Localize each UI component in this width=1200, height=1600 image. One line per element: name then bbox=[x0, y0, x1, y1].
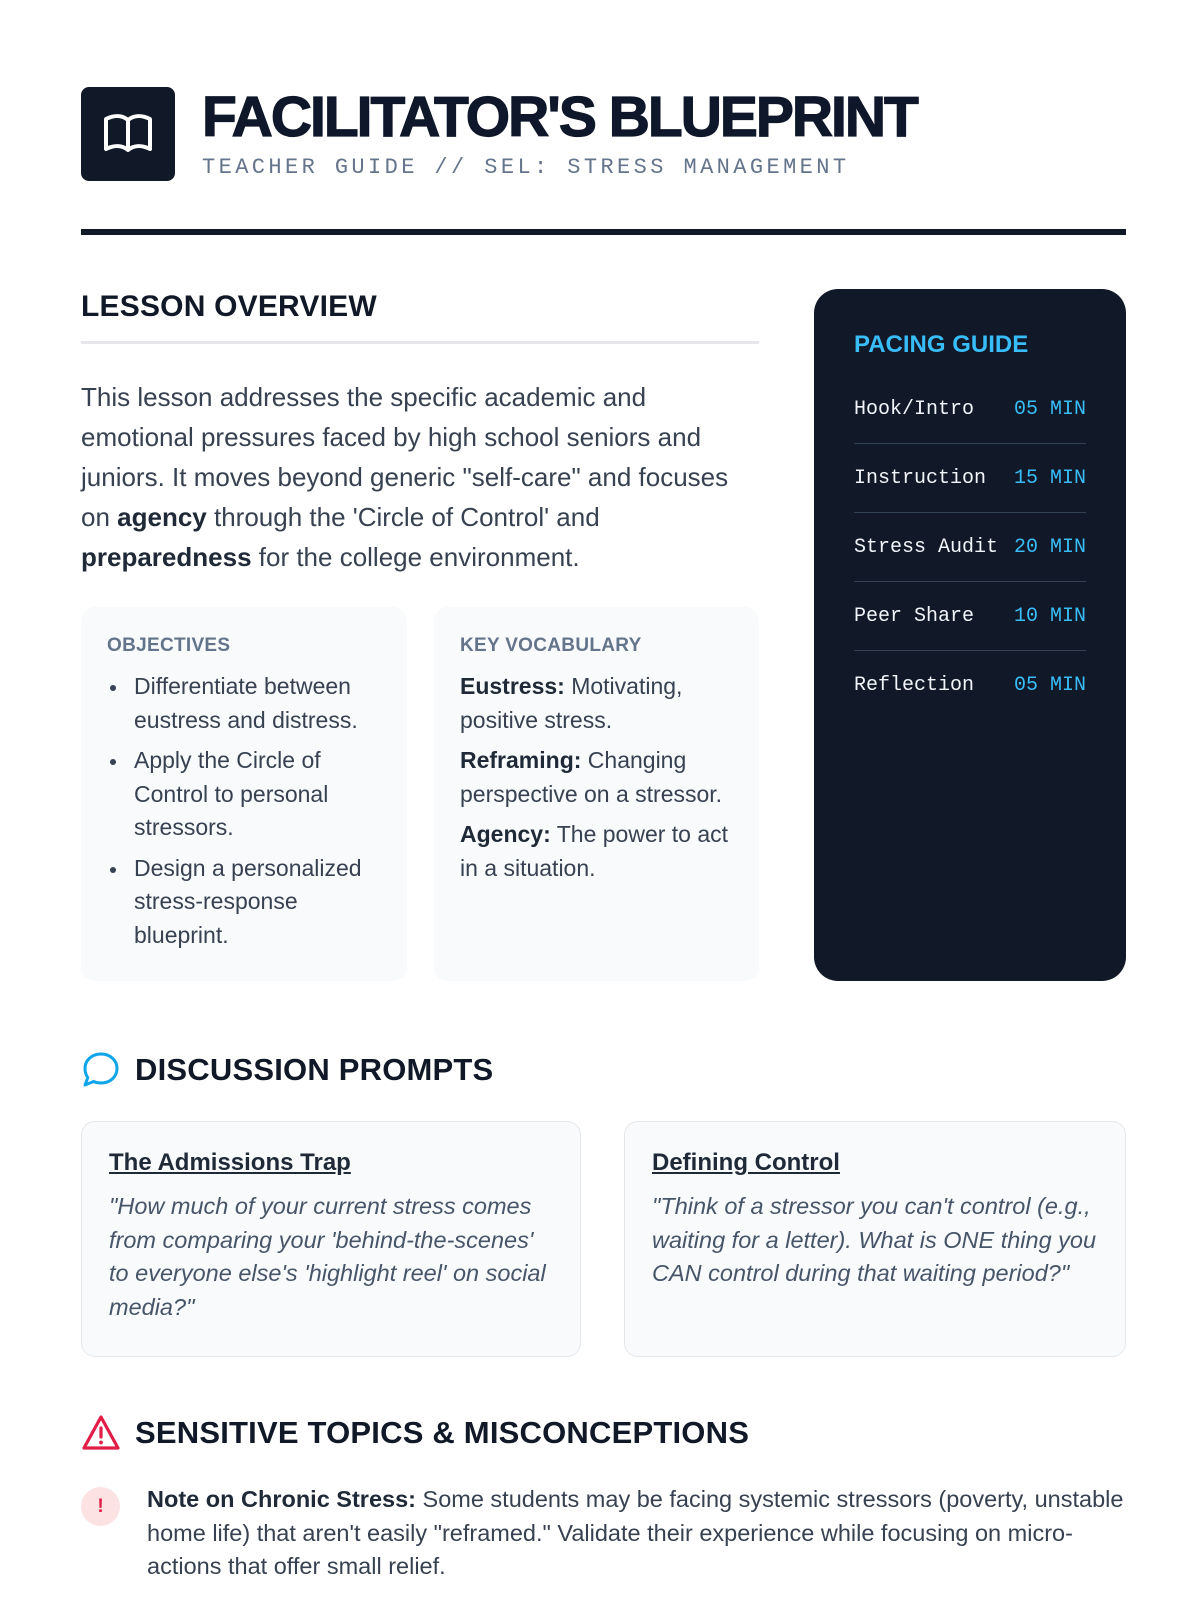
sensitive-topics-header bbox=[81, 1413, 749, 1453]
chronic-stress-note bbox=[81, 1483, 1126, 1584]
lesson-overview-text bbox=[81, 377, 759, 577]
pacing-row bbox=[854, 651, 1086, 720]
objective-item: Differentiate between eustress and distress. bbox=[107, 670, 381, 737]
document-subtitle: TEACHER GUIDE // SEL: STRESS MANAGEMENT bbox=[202, 155, 850, 180]
pacing-activity: Stress Audit bbox=[854, 535, 999, 559]
prompt-card bbox=[624, 1121, 1126, 1357]
overview-cards bbox=[81, 607, 759, 981]
vocabulary-card bbox=[434, 607, 759, 981]
lesson-overview-section bbox=[81, 288, 759, 577]
pacing-time: 10 MIN bbox=[1013, 604, 1086, 628]
logo-badge bbox=[81, 87, 175, 181]
vocab-definition: The power to act in a situation. bbox=[460, 821, 729, 881]
note-text bbox=[147, 1483, 1126, 1584]
pacing-time: 05 MIN bbox=[1013, 397, 1086, 421]
warning-triangle-icon bbox=[81, 1413, 121, 1453]
vocab-term: Reframing: bbox=[460, 747, 582, 773]
document-title: FACILITATOR'S BLUEPRINT bbox=[202, 85, 917, 149]
overview-divider bbox=[81, 341, 759, 344]
pacing-time: 15 MIN bbox=[1013, 466, 1086, 490]
document-header bbox=[81, 87, 1126, 182]
pacing-row bbox=[854, 513, 1086, 582]
prompt-text: "Think of a stressor you can't control (e.g., waiting for a letter). What is ONE thing you CAN control during that waiting period?" bbox=[652, 1193, 1097, 1286]
sensitive-topics-title: SENSITIVE TOPICS & MISCONCEPTIONS bbox=[135, 1415, 750, 1450]
pacing-row bbox=[854, 444, 1086, 513]
vocab-definition: Changing perspective on a stressor. bbox=[460, 747, 723, 807]
vocab-item bbox=[460, 744, 733, 811]
overview-text-part: through the 'Circle of Control' and bbox=[206, 502, 600, 532]
vocabulary-heading: KEY VOCABULARY bbox=[460, 635, 642, 656]
vocab-term: Eustress: bbox=[460, 673, 565, 699]
prompt-title: Defining Control bbox=[652, 1149, 840, 1176]
objective-item: Design a personalized stress-response blueprint. bbox=[107, 852, 381, 953]
objective-item: Apply the Circle of Control to personal stressors. bbox=[107, 744, 381, 845]
objectives-card bbox=[81, 607, 407, 981]
pacing-activity: Reflection bbox=[854, 674, 975, 697]
vocab-term: Agency: bbox=[460, 821, 551, 847]
overview-text-part: This lesson addresses the specific academic and emotional pressures faced by high school seniors and juniors. It moves beyond generic "self-care" and focuses on bbox=[81, 382, 729, 532]
vocab-item bbox=[460, 670, 733, 737]
pacing-row bbox=[854, 375, 1086, 444]
vocab-item bbox=[460, 818, 733, 885]
overview-text-part: for the college environment. bbox=[251, 542, 580, 572]
chat-bubble-icon bbox=[81, 1050, 121, 1090]
pacing-activity: Hook/Intro bbox=[854, 397, 975, 421]
overview-bold-preparedness: preparedness bbox=[81, 542, 252, 572]
pacing-time: 05 MIN bbox=[1013, 674, 1086, 697]
note-label: Note on Chronic Stress: bbox=[147, 1486, 416, 1512]
teacher-guide-page bbox=[81, 0, 1126, 1600]
note-body: Some students may be facing systemic stressors (poverty, unstable home life) that aren't easily "reframed." Validate their experience while focusing on micro-actions that offer small relief. bbox=[147, 1486, 1124, 1579]
pacing-activity: Peer Share bbox=[854, 604, 975, 628]
vocab-definition: Motivating, positive stress. bbox=[460, 673, 683, 733]
pacing-time: 20 MIN bbox=[1013, 535, 1086, 559]
prompt-card bbox=[81, 1121, 581, 1357]
discussion-prompts-header bbox=[81, 1050, 493, 1090]
pacing-guide-title: PACING GUIDE bbox=[854, 331, 1029, 358]
open-book-icon bbox=[102, 111, 154, 157]
objectives-list bbox=[107, 670, 381, 952]
prompt-title: The Admissions Trap bbox=[109, 1149, 351, 1176]
pacing-guide-panel bbox=[814, 289, 1126, 981]
discussion-prompts-title: DISCUSSION PROMPTS bbox=[135, 1052, 494, 1087]
pacing-activity: Instruction bbox=[854, 466, 987, 490]
overview-bold-agency: agency bbox=[117, 502, 207, 532]
exclamation-badge: ! bbox=[81, 1487, 120, 1526]
lesson-overview-title: LESSON OVERVIEW bbox=[81, 290, 377, 323]
prompt-text: "How much of your current stress comes from comparing your 'behind-the-scenes' to everyone else's 'highlight reel' on social media?" bbox=[109, 1193, 546, 1320]
objectives-heading: OBJECTIVES bbox=[107, 635, 231, 656]
pacing-row bbox=[854, 582, 1086, 651]
header-divider bbox=[81, 229, 1126, 235]
